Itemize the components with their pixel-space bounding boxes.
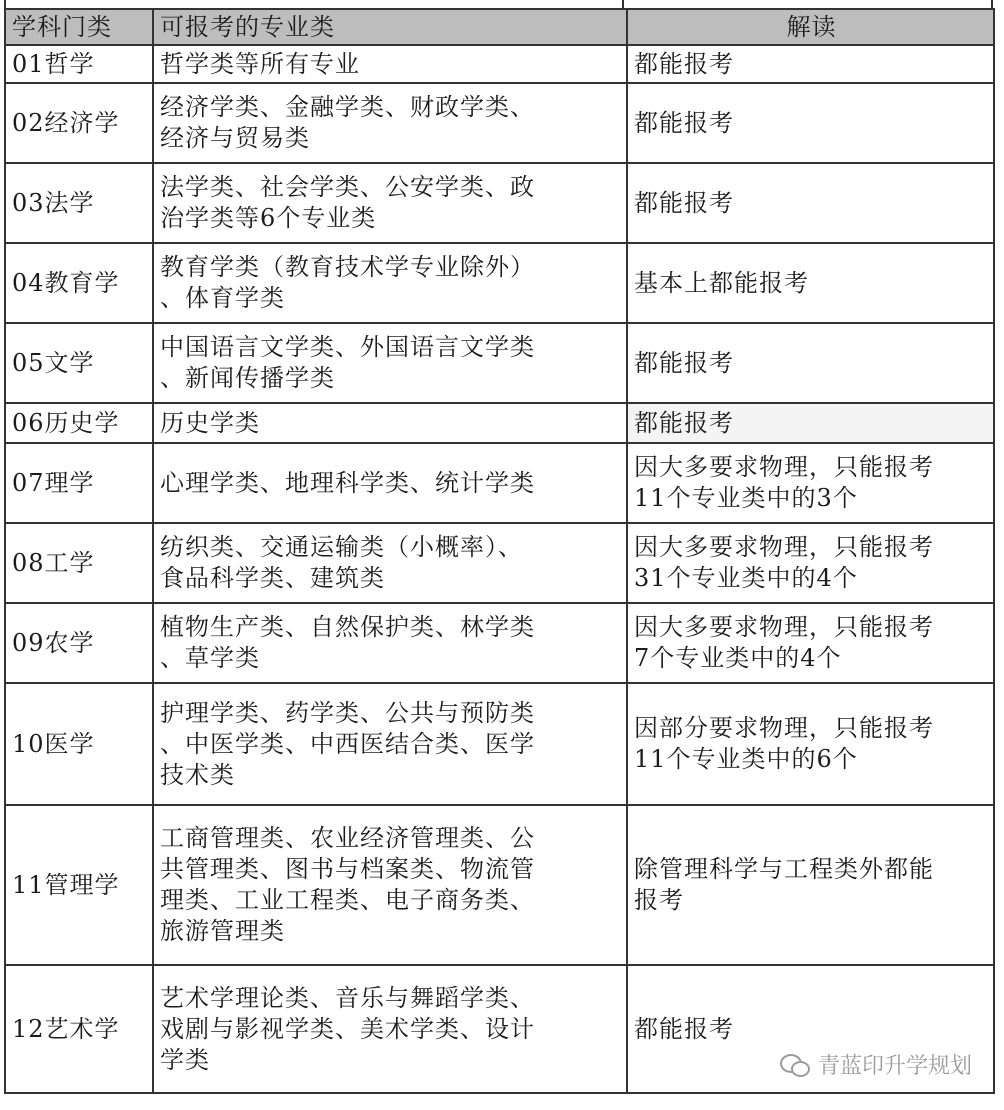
table-body xyxy=(5,45,994,1093)
majors-line: 戏剧与影视学类、美术学类、设计 xyxy=(160,1014,535,1043)
majors-table xyxy=(4,8,995,1094)
category-cell: 07理学 xyxy=(5,443,153,523)
note-line: 除管理科学与工程类外都能 xyxy=(634,855,934,883)
note-line: 因大多要求物理，只能报考 xyxy=(634,453,934,481)
note-line: 报考 xyxy=(634,886,684,914)
category-cell: 01哲学 xyxy=(5,45,153,83)
category-cell: 06历史学 xyxy=(5,403,153,443)
note-cell xyxy=(627,805,994,965)
majors-cell xyxy=(153,805,627,965)
note-line: 都能报考 xyxy=(634,408,734,437)
note-line: 31个专业类中的4个 xyxy=(634,564,858,592)
majors-cell xyxy=(153,683,627,805)
table-row xyxy=(5,523,994,603)
majors-line: 学类 xyxy=(160,1045,210,1074)
majors-line: 心理学类、地理科学类、统计学类 xyxy=(160,468,535,497)
note-line: 都能报考 xyxy=(634,49,734,78)
majors-line: 食品科学类、建筑类 xyxy=(160,564,385,592)
majors-cell xyxy=(153,443,627,523)
table-row xyxy=(5,805,994,965)
majors-line: 旅游管理类 xyxy=(160,917,285,945)
note-line: 因大多要求物理，只能报考 xyxy=(634,613,934,641)
note-line: 因部分要求物理，只能报考 xyxy=(634,714,934,742)
majors-line: 护理学类、药学类、公共与预防类 xyxy=(160,698,535,727)
note-line: 因大多要求物理，只能报考 xyxy=(634,533,934,561)
majors-cell xyxy=(153,83,627,163)
table-row xyxy=(5,403,994,443)
table-row xyxy=(5,163,994,243)
watermark xyxy=(780,1049,972,1080)
note-line: 都能报考 xyxy=(634,1014,734,1043)
category-cell: 04教育学 xyxy=(5,243,153,323)
majors-cell xyxy=(153,323,627,403)
note-cell xyxy=(627,603,994,683)
header-note: 解读 xyxy=(627,9,994,45)
majors-line: 理类、工业工程类、电子商务类、 xyxy=(160,886,535,914)
category-cell: 12艺术学 xyxy=(5,965,153,1093)
majors-line: 、新闻传播学类 xyxy=(160,364,335,392)
note-line: 基本上都能报考 xyxy=(634,268,809,297)
note-cell xyxy=(627,403,994,443)
note-cell xyxy=(627,683,994,805)
note-line: 7个专业类中的4个 xyxy=(634,644,842,672)
category-cell: 08工学 xyxy=(5,523,153,603)
majors-cell xyxy=(153,965,627,1093)
note-cell xyxy=(627,83,994,163)
category-cell: 11管理学 xyxy=(5,805,153,965)
table-row xyxy=(5,45,994,83)
majors-line: 中国语言文学类、外国语言文学类 xyxy=(160,333,535,361)
border-tick xyxy=(4,0,6,8)
table-row xyxy=(5,443,994,523)
note-line: 11个专业类中的3个 xyxy=(634,484,858,512)
majors-line: 工商管理类、农业经济管理类、公 xyxy=(160,824,535,852)
table-row xyxy=(5,243,994,323)
header-category: 学科门类 xyxy=(5,9,153,45)
note-cell xyxy=(627,45,994,83)
majors-line: 经济学类、金融学类、财政学类、 xyxy=(160,93,535,121)
wechat-icon xyxy=(780,1052,810,1078)
category-cell: 02经济学 xyxy=(5,83,153,163)
table-row xyxy=(5,323,994,403)
table-row xyxy=(5,683,994,805)
majors-cell xyxy=(153,45,627,83)
majors-line: 共管理类、图书与档案类、物流管 xyxy=(160,855,535,883)
majors-line: 哲学类等所有专业 xyxy=(160,49,360,78)
note-line: 都能报考 xyxy=(634,188,734,217)
majors-line: 、体育学类 xyxy=(160,284,285,312)
majors-line: 教育学类（教育技术学专业除外） xyxy=(160,253,535,281)
note-cell xyxy=(627,323,994,403)
category-cell: 09农学 xyxy=(5,603,153,683)
majors-line: 、草学类 xyxy=(160,644,260,672)
majors-cell xyxy=(153,403,627,443)
majors-line: 治学类等6个专业类 xyxy=(160,204,377,232)
majors-line: 纺织类、交通运输类（小概率）、 xyxy=(160,533,523,561)
note-cell xyxy=(627,523,994,603)
watermark-text: 青蓝印升学规划 xyxy=(817,1054,972,1079)
border-tick xyxy=(622,0,624,8)
majors-line: 植物生产类、自然保护类、林学类 xyxy=(160,613,535,641)
majors-cell xyxy=(153,163,627,243)
header-majors: 可报考的专业类 xyxy=(153,9,627,45)
majors-line: 经济与贸易类 xyxy=(160,124,310,152)
category-cell: 10医学 xyxy=(5,683,153,805)
majors-cell xyxy=(153,523,627,603)
majors-line: 艺术学理论类、音乐与舞蹈学类、 xyxy=(160,983,535,1012)
table-row xyxy=(5,83,994,163)
note-cell xyxy=(627,163,994,243)
category-cell: 05文学 xyxy=(5,323,153,403)
note-line: 都能报考 xyxy=(634,348,734,377)
top-edge xyxy=(0,0,1004,8)
note-cell xyxy=(627,243,994,323)
note-line: 11个专业类中的6个 xyxy=(634,745,858,773)
category-cell: 03法学 xyxy=(5,163,153,243)
table-header-row xyxy=(5,9,994,45)
note-cell xyxy=(627,443,994,523)
border-tick xyxy=(991,0,993,8)
majors-line: 历史学类 xyxy=(160,408,260,437)
majors-line: 法学类、社会学类、公安学类、政 xyxy=(160,173,535,201)
majors-cell xyxy=(153,603,627,683)
majors-line: 技术类 xyxy=(160,760,235,789)
majors-cell xyxy=(153,243,627,323)
table-row xyxy=(5,603,994,683)
note-line: 都能报考 xyxy=(634,108,734,137)
majors-line: 、中医学类、中西医结合类、医学 xyxy=(160,729,535,758)
